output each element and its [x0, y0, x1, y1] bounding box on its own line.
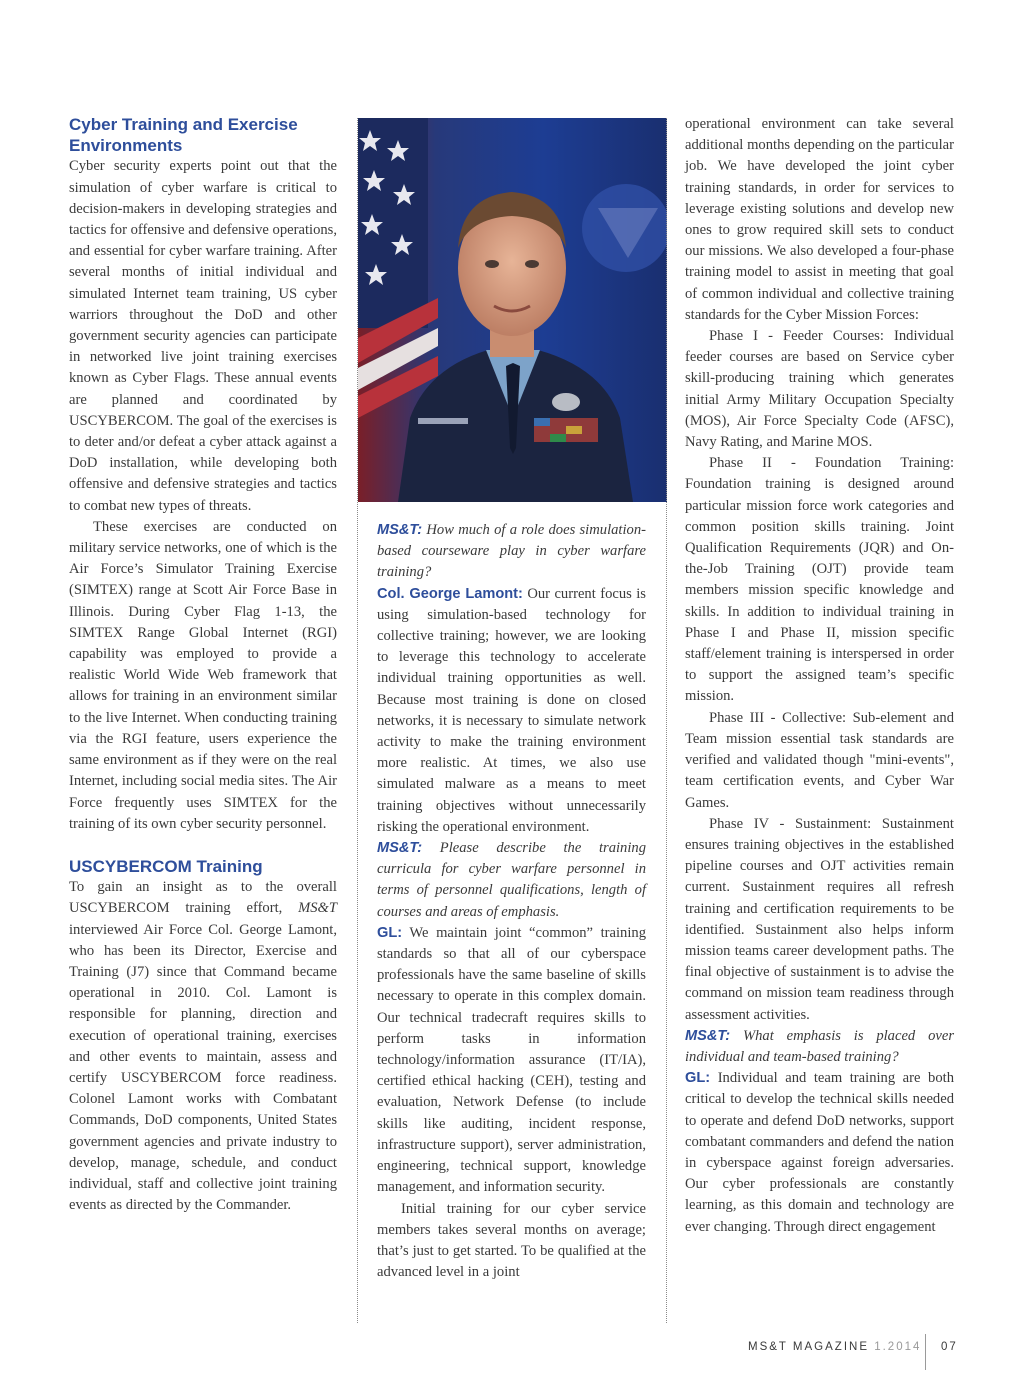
portrait-illustration [358, 118, 667, 502]
section-heading-cyber-training: Cyber Training and Exercise Environments [69, 115, 298, 156]
question: MS&T: What emphasis is placed over individual and team-based training? [685, 1027, 954, 1065]
column-2 [377, 118, 646, 1283]
paragraph: Cyber security experts point out that the simulation of cyber warfare is critical to decision-makers in developing strategies and tactics for offensive and defensive operations, and essential for cyber warfare training. After several months of initial individual and simulated Internet team training, US cyber warriors throughout the DoD and other government security agencies can participate in networked live joint training exercises known as Cyber Flags. These annual events are planned and coordinated by USCYBERCOM. The goal of the exercises is to deter and/or defeat a cyber attack against a DoD installation, while developing both offensive and defensive strategies and tactics to combat new types of threats. [69, 158, 337, 514]
paragraph: operational environment can take several additional months depending on the particular job. We have developed the joint cyber training standards, in order for services to leverage existing solutions and develop new ones to grow required skill sets to conduct our missions. We also developed a four-phase training model to assist in meeting that goal of common individual and collective training standards for the Cyber Mission Forces: [685, 116, 954, 323]
magazine-title: MS&T MAGAZINE [748, 1341, 869, 1353]
paragraph: To gain an insight as to the overall USCYBERCOM training effort, MS&T interviewed Air Force Col. George Lamont, who has been its Director, Exercise and Training (J7) since that Command became operational in 2010. Col. Lamont is responsible for planning, direction and execution of operational training, exercises and other events to maintain, assess and certify USCYBERCOM force readiness. Colonel Lamont works with Combatant Commands, DoD components, United States government agencies and private industry to develop, manage, schedule, and conduct individual, staff and collective joint training events as directed by the Commander. [69, 879, 337, 1214]
speaker-label: Col. George Lamont: [377, 585, 523, 602]
paragraph: These exercises are conducted on military service networks, one of which is the Air Force’s Simulator Training Exercise (SIMTEX) range at Scott Air Force Base in Illinois. During Cyber Flag 1-13, the SIMTEX Range Global Internet (RGI) capability was employed to provide a realistic World Wide Web framework that allows for training in an environment similar to the live Internet. When conducting training via the RGI feature, users experience the same environment as if they were on the real Internet, including social media sites. The Air Force frequently uses SIMTEX for the training of its own cyber security personnel. [69, 518, 337, 832]
footer-divider [925, 1334, 926, 1370]
speaker-label: MS&T: [377, 522, 423, 538]
speaker-label: MS&T: [377, 840, 423, 857]
speaker-label: GL: [685, 1070, 711, 1087]
answer: GL: We maintain joint “common” training standards so that all of our cyberspace professionals have the same baseline of skills necessary to operate in this complex domain. Our technical tradecraft requires skills to perform tasks in information technology/information assurance (IT/IA), certified ethical hacking (CEH), testing and evaluation, Network Defense (to include skills like auditing, incident response, infrastructure support), server administration, engineering, technical support, knowledge management, and information security. [377, 924, 646, 1196]
answer: GL: Individual and team training are both critical to develop the technical skills needed to operate and defend DoD networks, support combatant commanders and defend the nation in cyberspace against foreign adversaries. Our cyber professionals are constantly learning, as this domain and technology are ever changing. Through direct engagement [685, 1070, 954, 1235]
footer-magazine [748, 1341, 921, 1353]
speaker-label: MS&T: [685, 1027, 731, 1044]
column-1 [69, 114, 337, 1216]
section-heading-uscybercom-training: USCYBERCOM Training [69, 856, 263, 876]
paragraph-phase-3: Phase III - Collective: Sub-element and Team mission essential task standards are verified and validated though "mini-events", team certification events, and Cyber War Games. [685, 709, 954, 811]
question: MS&T: How much of a role does simulation-based courseware play in cyber warfare training? [377, 522, 646, 581]
issue-number: 1.2014 [874, 1341, 922, 1353]
answer: Col. George Lamont: Our current focus is using simulation-based technology for collective training; however, we are looking to leverage this technology to accelerate individual training opportunities as well. Because most training is done on closed networks, it is necessary to simulate network activity to make the training environment more realistic. At times, we also use simulated malware as a means to meet training objectives without unnecessarily risking the operational environment. [377, 585, 646, 835]
column-3 [685, 114, 954, 1238]
question: MS&T: Please describe the training curricula for cyber warfare personnel in terms of personnel qualifications, length of courses and areas of emphasis. [377, 840, 646, 920]
paragraph: Initial training for our cyber service members takes several months on average; that’s just to get started. To be qualified at the advanced level in a joint [377, 1200, 646, 1281]
portrait-photo [358, 118, 667, 502]
paragraph-phase-1: Phase I - Feeder Courses: Individual feeder courses are based on Service cyber skill-producing training which generates initial Army Military Occupation Specialty (MOS), Air Force Specialty Code (AFSC), Navy Rating, and Marine MOS. [685, 328, 954, 451]
column-divider [666, 118, 667, 1323]
paragraph-phase-2: Phase II - Foundation Training: Foundation training is designed around particular mission force work categories and common position skills training. Joint Qualification Requirements (JQR) and On-the-Job Training (OJT) provide team members mission specific knowledge and skills. In addition to individual training in Phase I and Phase II, mission specific staff/element training is interspersed in order to support the assigned team’s specific mission. [685, 455, 954, 705]
magazine-name: MS&T [298, 900, 337, 917]
speaker-label: GL: [377, 924, 403, 941]
paragraph-phase-4: Phase IV - Sustainment: Sustainment ensures training objectives in the established pipeline courses and OJT activities remain current. Sustainment requires all refresh training and certification requirements to be identified. Sustainment also helps inform mission teams career development paths. The final objective of sustainment is to advise the command on mission team readiness through assessment activities. [685, 815, 954, 1023]
page-number: 07 [941, 1341, 958, 1353]
